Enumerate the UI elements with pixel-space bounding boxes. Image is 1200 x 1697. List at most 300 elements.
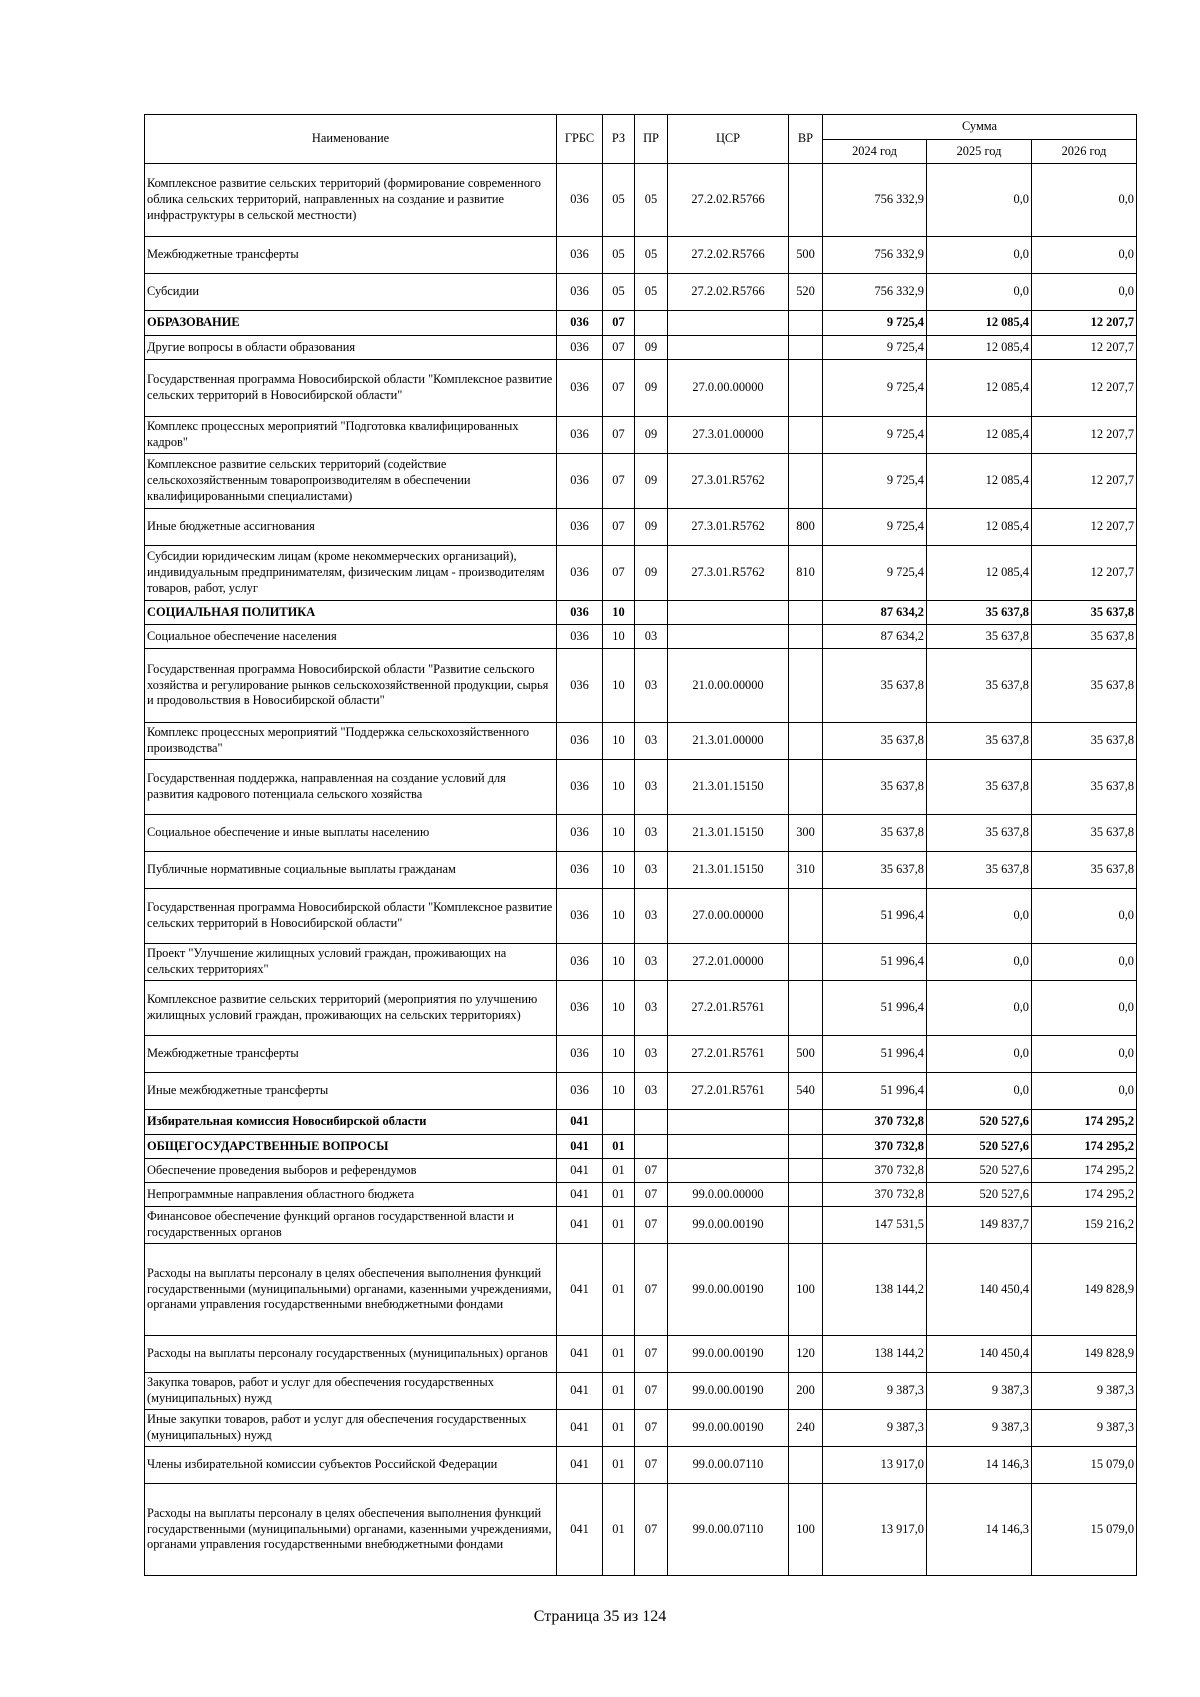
cell-rz: 01	[603, 1207, 635, 1244]
cell-rz: 10	[603, 625, 635, 649]
table-row	[145, 760, 1137, 815]
cell-csr: 99.0.00.07110	[668, 1484, 789, 1576]
cell-pr: 09	[635, 454, 668, 509]
cell-vr	[789, 336, 823, 360]
cell-pr: 07	[635, 1373, 668, 1410]
cell-name: Другие вопросы в области образования	[145, 336, 557, 360]
cell-s2024: 370 732,8	[823, 1110, 927, 1135]
header-pr: ПР	[635, 115, 668, 164]
cell-s2025: 520 527,6	[927, 1110, 1032, 1135]
table-row	[145, 509, 1137, 546]
cell-rz: 10	[603, 1036, 635, 1073]
table-row	[145, 889, 1137, 944]
table-row	[145, 417, 1137, 454]
cell-s2026: 35 637,8	[1032, 852, 1137, 889]
cell-grbs: 036	[557, 625, 603, 649]
cell-pr: 03	[635, 944, 668, 981]
cell-s2024: 370 732,8	[823, 1159, 927, 1183]
cell-grbs: 036	[557, 311, 603, 336]
cell-vr	[789, 601, 823, 625]
cell-pr: 07	[635, 1207, 668, 1244]
cell-rz: 07	[603, 311, 635, 336]
cell-csr: 27.2.01.00000	[668, 944, 789, 981]
cell-s2026: 159 216,2	[1032, 1207, 1137, 1244]
cell-s2026: 0,0	[1032, 1036, 1137, 1073]
cell-grbs: 041	[557, 1244, 603, 1336]
cell-csr: 99.0.00.00190	[668, 1410, 789, 1447]
cell-s2024: 756 332,9	[823, 237, 927, 274]
table-header	[145, 115, 1137, 164]
cell-s2024: 9 725,4	[823, 417, 927, 454]
cell-grbs: 036	[557, 336, 603, 360]
cell-rz: 01	[603, 1244, 635, 1336]
cell-csr: 21.3.01.15150	[668, 815, 789, 852]
cell-s2026: 0,0	[1032, 981, 1137, 1036]
cell-s2025: 0,0	[927, 164, 1032, 237]
cell-name: ОБЩЕГОСУДАРСТВЕННЫЕ ВОПРОСЫ	[145, 1135, 557, 1159]
cell-s2025: 12 085,4	[927, 509, 1032, 546]
cell-grbs: 036	[557, 509, 603, 546]
cell-pr: 03	[635, 981, 668, 1036]
table-row	[145, 360, 1137, 417]
cell-rz: 05	[603, 237, 635, 274]
cell-pr: 03	[635, 852, 668, 889]
cell-s2026: 0,0	[1032, 1073, 1137, 1110]
cell-name: Иные закупки товаров, работ и услуг для обеспечения государственных (муниципальных) нужд	[145, 1410, 557, 1447]
cell-s2024: 9 725,4	[823, 311, 927, 336]
cell-name: Субсидии	[145, 274, 557, 311]
cell-s2025: 520 527,6	[927, 1183, 1032, 1207]
cell-name: Государственная программа Новосибирской области "Комплексное развитие сельских территорий в Новосибирской области"	[145, 360, 557, 417]
cell-s2026: 15 079,0	[1032, 1484, 1137, 1576]
cell-s2024: 35 637,8	[823, 649, 927, 723]
table-row	[145, 237, 1137, 274]
cell-grbs: 036	[557, 454, 603, 509]
cell-rz: 01	[603, 1135, 635, 1159]
cell-name: Государственная поддержка, направленная на создание условий для развития кадрового потенциала сельского хозяйства	[145, 760, 557, 815]
cell-vr	[789, 944, 823, 981]
cell-pr: 09	[635, 360, 668, 417]
cell-vr: 300	[789, 815, 823, 852]
cell-s2025: 35 637,8	[927, 815, 1032, 852]
cell-s2026: 0,0	[1032, 889, 1137, 944]
header-grbs: ГРБС	[557, 115, 603, 164]
cell-grbs: 036	[557, 723, 603, 760]
table-row	[145, 274, 1137, 311]
cell-pr	[635, 1110, 668, 1135]
table-row	[145, 336, 1137, 360]
cell-s2025: 35 637,8	[927, 601, 1032, 625]
cell-s2024: 51 996,4	[823, 1073, 927, 1110]
cell-vr	[789, 760, 823, 815]
cell-vr: 100	[789, 1244, 823, 1336]
cell-s2024: 9 725,4	[823, 509, 927, 546]
cell-pr: 05	[635, 237, 668, 274]
cell-name: Расходы на выплаты персоналу в целях обеспечения выполнения функций государственными (муниципальными) органами, казенными учреждениями, органами управления государственными внебюджетными фондами	[145, 1244, 557, 1336]
table-row	[145, 723, 1137, 760]
cell-s2026: 35 637,8	[1032, 601, 1137, 625]
cell-rz: 05	[603, 274, 635, 311]
cell-s2025: 12 085,4	[927, 454, 1032, 509]
cell-s2025: 12 085,4	[927, 546, 1032, 601]
cell-s2025: 14 146,3	[927, 1447, 1032, 1484]
table-row	[145, 311, 1137, 336]
cell-vr	[789, 360, 823, 417]
cell-grbs: 041	[557, 1110, 603, 1135]
cell-csr: 27.2.02.R5766	[668, 237, 789, 274]
cell-s2025: 0,0	[927, 1073, 1032, 1110]
header-2024: 2024 год	[823, 140, 927, 164]
cell-csr: 27.3.01.R5762	[668, 546, 789, 601]
cell-s2026: 9 387,3	[1032, 1410, 1137, 1447]
page-footer: Страница 35 из 124	[533, 1608, 667, 1625]
cell-s2026: 12 207,7	[1032, 360, 1137, 417]
header-rz: РЗ	[603, 115, 635, 164]
table-row	[145, 1484, 1137, 1576]
cell-name: Субсидии юридическим лицам (кроме некоммерческих организаций), индивидуальным предпринимателям, физическим лицам - производителям товаров, работ, услуг	[145, 546, 557, 601]
cell-vr	[789, 1110, 823, 1135]
cell-name: Комплексное развитие сельских территорий (содействие сельскохозяйственным товаропроизводителям в обеспечении квалифицированными специалистами)	[145, 454, 557, 509]
cell-s2024: 138 144,2	[823, 1244, 927, 1336]
cell-csr: 99.0.00.07110	[668, 1447, 789, 1484]
cell-s2025: 35 637,8	[927, 649, 1032, 723]
cell-csr: 99.0.00.00000	[668, 1183, 789, 1207]
cell-vr	[789, 1447, 823, 1484]
cell-s2025: 12 085,4	[927, 336, 1032, 360]
cell-name: ОБРАЗОВАНИЕ	[145, 311, 557, 336]
cell-pr: 03	[635, 760, 668, 815]
cell-rz: 10	[603, 815, 635, 852]
cell-rz: 10	[603, 889, 635, 944]
cell-grbs: 036	[557, 360, 603, 417]
budget-table-sheet	[144, 114, 1136, 1576]
cell-s2025: 12 085,4	[927, 311, 1032, 336]
cell-s2024: 35 637,8	[823, 852, 927, 889]
cell-pr	[635, 1135, 668, 1159]
cell-grbs: 036	[557, 815, 603, 852]
cell-name: Социальное обеспечение населения	[145, 625, 557, 649]
cell-grbs: 041	[557, 1373, 603, 1410]
cell-grbs: 036	[557, 601, 603, 625]
cell-s2026: 0,0	[1032, 237, 1137, 274]
cell-pr: 07	[635, 1484, 668, 1576]
cell-pr: 07	[635, 1336, 668, 1373]
cell-grbs: 036	[557, 164, 603, 237]
cell-csr	[668, 601, 789, 625]
table-row	[145, 1410, 1137, 1447]
cell-rz: 07	[603, 360, 635, 417]
cell-rz: 07	[603, 336, 635, 360]
cell-s2025: 35 637,8	[927, 625, 1032, 649]
cell-name: Государственная программа Новосибирской области "Комплексное развитие сельских территорий в Новосибирской области"	[145, 889, 557, 944]
cell-s2024: 35 637,8	[823, 760, 927, 815]
cell-vr	[789, 454, 823, 509]
cell-s2026: 35 637,8	[1032, 723, 1137, 760]
cell-s2025: 140 450,4	[927, 1244, 1032, 1336]
header-vr: ВР	[789, 115, 823, 164]
cell-vr: 240	[789, 1410, 823, 1447]
table-row	[145, 164, 1137, 237]
cell-csr: 27.3.01.R5762	[668, 509, 789, 546]
cell-vr	[789, 1207, 823, 1244]
cell-csr	[668, 311, 789, 336]
cell-vr	[789, 1159, 823, 1183]
cell-name: Закупка товаров, работ и услуг для обеспечения государственных (муниципальных) нужд	[145, 1373, 557, 1410]
table-row	[145, 1447, 1137, 1484]
cell-s2025: 9 387,3	[927, 1410, 1032, 1447]
cell-grbs: 036	[557, 1073, 603, 1110]
cell-name: Члены избирательной комиссии субъектов Российской Федерации	[145, 1447, 557, 1484]
cell-vr	[789, 889, 823, 944]
cell-grbs: 036	[557, 944, 603, 981]
cell-s2026: 174 295,2	[1032, 1183, 1137, 1207]
cell-name: Финансовое обеспечение функций органов государственной власти и государственных органов	[145, 1207, 557, 1244]
cell-rz: 01	[603, 1183, 635, 1207]
cell-s2026: 9 387,3	[1032, 1373, 1137, 1410]
cell-pr: 05	[635, 274, 668, 311]
cell-rz: 01	[603, 1447, 635, 1484]
cell-grbs: 036	[557, 417, 603, 454]
cell-s2024: 51 996,4	[823, 944, 927, 981]
table-body	[145, 164, 1137, 1576]
cell-pr: 05	[635, 164, 668, 237]
cell-s2026: 35 637,8	[1032, 625, 1137, 649]
cell-vr	[789, 164, 823, 237]
cell-csr: 27.2.01.R5761	[668, 981, 789, 1036]
cell-s2026: 12 207,7	[1032, 454, 1137, 509]
cell-csr	[668, 1110, 789, 1135]
cell-name: Иные межбюджетные трансферты	[145, 1073, 557, 1110]
table-row	[145, 1373, 1137, 1410]
cell-vr	[789, 417, 823, 454]
header-name: Наименование	[145, 115, 557, 164]
cell-pr: 09	[635, 336, 668, 360]
cell-name: Межбюджетные трансферты	[145, 237, 557, 274]
cell-csr: 27.2.02.R5766	[668, 164, 789, 237]
cell-s2025: 0,0	[927, 237, 1032, 274]
cell-csr: 21.3.01.00000	[668, 723, 789, 760]
cell-name: Непрограммные направления областного бюджета	[145, 1183, 557, 1207]
cell-grbs: 036	[557, 852, 603, 889]
cell-vr: 500	[789, 1036, 823, 1073]
cell-vr: 310	[789, 852, 823, 889]
cell-csr	[668, 1135, 789, 1159]
cell-s2024: 9 725,4	[823, 454, 927, 509]
cell-name: Комплексное развитие сельских территорий (мероприятия по улучшению жилищных условий граждан, проживающих на сельских территориях)	[145, 981, 557, 1036]
cell-name: Проект "Улучшение жилищных условий граждан, проживающих на сельских территориях"	[145, 944, 557, 981]
cell-s2024: 9 725,4	[823, 336, 927, 360]
cell-csr: 27.2.01.R5761	[668, 1073, 789, 1110]
cell-s2026: 0,0	[1032, 164, 1137, 237]
cell-pr: 09	[635, 417, 668, 454]
cell-pr: 09	[635, 509, 668, 546]
cell-vr: 520	[789, 274, 823, 311]
cell-vr: 800	[789, 509, 823, 546]
cell-s2024: 87 634,2	[823, 625, 927, 649]
cell-grbs: 041	[557, 1159, 603, 1183]
cell-name: Комплексное развитие сельских территорий (формирование современного облика сельских территорий, направленных на создание и развитие инфраструктуры в сельской местности)	[145, 164, 557, 237]
cell-pr: 03	[635, 815, 668, 852]
cell-rz	[603, 1110, 635, 1135]
cell-grbs: 041	[557, 1410, 603, 1447]
cell-s2026: 0,0	[1032, 944, 1137, 981]
cell-name: СОЦИАЛЬНАЯ ПОЛИТИКА	[145, 601, 557, 625]
cell-rz: 07	[603, 454, 635, 509]
cell-name: Публичные нормативные социальные выплаты гражданам	[145, 852, 557, 889]
cell-s2026: 12 207,7	[1032, 336, 1137, 360]
cell-rz: 10	[603, 601, 635, 625]
cell-s2025: 520 527,6	[927, 1159, 1032, 1183]
cell-rz: 10	[603, 852, 635, 889]
cell-s2024: 138 144,2	[823, 1336, 927, 1373]
budget-table	[144, 114, 1137, 1576]
cell-rz: 10	[603, 649, 635, 723]
cell-csr	[668, 336, 789, 360]
cell-name: Социальное обеспечение и иные выплаты населению	[145, 815, 557, 852]
table-row	[145, 852, 1137, 889]
cell-csr: 27.2.02.R5766	[668, 274, 789, 311]
cell-csr: 99.0.00.00190	[668, 1373, 789, 1410]
cell-pr: 07	[635, 1410, 668, 1447]
cell-rz: 01	[603, 1159, 635, 1183]
cell-s2025: 0,0	[927, 944, 1032, 981]
cell-name: Комплекс процессных мероприятий "Подготовка квалифицированных кадров"	[145, 417, 557, 454]
cell-s2026: 149 828,9	[1032, 1244, 1137, 1336]
cell-csr: 27.3.01.R5762	[668, 454, 789, 509]
cell-rz: 07	[603, 546, 635, 601]
cell-s2026: 174 295,2	[1032, 1135, 1137, 1159]
table-row	[145, 546, 1137, 601]
cell-s2025: 9 387,3	[927, 1373, 1032, 1410]
cell-rz: 05	[603, 164, 635, 237]
cell-s2024: 51 996,4	[823, 1036, 927, 1073]
cell-pr	[635, 311, 668, 336]
cell-name: Межбюджетные трансферты	[145, 1036, 557, 1073]
cell-vr	[789, 649, 823, 723]
cell-s2025: 35 637,8	[927, 723, 1032, 760]
cell-rz: 10	[603, 944, 635, 981]
cell-csr	[668, 1159, 789, 1183]
cell-s2024: 13 917,0	[823, 1484, 927, 1576]
cell-csr: 27.0.00.00000	[668, 889, 789, 944]
cell-csr: 27.3.01.00000	[668, 417, 789, 454]
cell-pr	[635, 601, 668, 625]
cell-vr: 120	[789, 1336, 823, 1373]
cell-s2026: 35 637,8	[1032, 815, 1137, 852]
table-row	[145, 601, 1137, 625]
cell-s2025: 14 146,3	[927, 1484, 1032, 1576]
table-row	[145, 1073, 1137, 1110]
header-2026: 2026 год	[1032, 140, 1137, 164]
table-row	[145, 454, 1137, 509]
header-csr: ЦСР	[668, 115, 789, 164]
cell-vr	[789, 311, 823, 336]
cell-grbs: 036	[557, 1036, 603, 1073]
cell-s2025: 520 527,6	[927, 1135, 1032, 1159]
cell-grbs: 036	[557, 649, 603, 723]
cell-s2024: 51 996,4	[823, 889, 927, 944]
cell-csr	[668, 625, 789, 649]
cell-csr: 99.0.00.00190	[668, 1244, 789, 1336]
cell-rz: 01	[603, 1373, 635, 1410]
cell-pr: 07	[635, 1447, 668, 1484]
cell-s2025: 12 085,4	[927, 360, 1032, 417]
cell-rz: 10	[603, 760, 635, 815]
table-row	[145, 981, 1137, 1036]
cell-grbs: 041	[557, 1336, 603, 1373]
cell-s2026: 149 828,9	[1032, 1336, 1137, 1373]
cell-s2024: 370 732,8	[823, 1135, 927, 1159]
cell-s2025: 149 837,7	[927, 1207, 1032, 1244]
cell-s2025: 35 637,8	[927, 760, 1032, 815]
cell-s2025: 0,0	[927, 889, 1032, 944]
cell-rz: 10	[603, 1073, 635, 1110]
cell-s2026: 12 207,7	[1032, 546, 1137, 601]
table-row	[145, 815, 1137, 852]
cell-s2026: 35 637,8	[1032, 649, 1137, 723]
cell-s2024: 35 637,8	[823, 815, 927, 852]
cell-s2024: 756 332,9	[823, 164, 927, 237]
cell-pr: 03	[635, 1036, 668, 1073]
cell-vr: 200	[789, 1373, 823, 1410]
cell-s2024: 756 332,9	[823, 274, 927, 311]
cell-grbs: 036	[557, 237, 603, 274]
cell-vr	[789, 723, 823, 760]
cell-s2026: 174 295,2	[1032, 1159, 1137, 1183]
cell-csr: 27.2.01.R5761	[668, 1036, 789, 1073]
cell-csr: 99.0.00.00190	[668, 1207, 789, 1244]
cell-name: Расходы на выплаты персоналу в целях обеспечения выполнения функций государственными (муниципальными) органами, казенными учреждениями, органами управления государственными внебюджетными фондами	[145, 1484, 557, 1576]
cell-pr: 03	[635, 889, 668, 944]
cell-pr: 03	[635, 625, 668, 649]
cell-vr: 100	[789, 1484, 823, 1576]
cell-pr: 09	[635, 546, 668, 601]
cell-s2026: 12 207,7	[1032, 311, 1137, 336]
cell-grbs: 041	[557, 1447, 603, 1484]
cell-rz: 10	[603, 723, 635, 760]
cell-grbs: 041	[557, 1183, 603, 1207]
table-row	[145, 625, 1137, 649]
table-row	[145, 1336, 1137, 1373]
cell-grbs: 041	[557, 1135, 603, 1159]
cell-s2024: 9 387,3	[823, 1373, 927, 1410]
cell-pr: 03	[635, 723, 668, 760]
cell-name: Государственная программа Новосибирской области "Развитие сельского хозяйства и регулирование рынков сельскохозяйственной продукции, сырья и продовольствия в Новосибирской области"	[145, 649, 557, 723]
cell-s2026: 35 637,8	[1032, 760, 1137, 815]
cell-grbs: 036	[557, 760, 603, 815]
cell-rz: 10	[603, 981, 635, 1036]
cell-s2026: 15 079,0	[1032, 1447, 1137, 1484]
header-sum: Сумма	[823, 115, 1137, 140]
cell-s2025: 0,0	[927, 274, 1032, 311]
cell-s2025: 0,0	[927, 981, 1032, 1036]
table-row	[145, 1183, 1137, 1207]
cell-s2026: 0,0	[1032, 274, 1137, 311]
cell-csr: 21.3.01.15150	[668, 760, 789, 815]
table-row	[145, 1244, 1137, 1336]
cell-vr	[789, 1135, 823, 1159]
cell-s2026: 12 207,7	[1032, 417, 1137, 454]
table-row	[145, 1110, 1137, 1135]
cell-rz: 07	[603, 509, 635, 546]
cell-s2024: 51 996,4	[823, 981, 927, 1036]
cell-s2024: 9 725,4	[823, 546, 927, 601]
cell-grbs: 036	[557, 981, 603, 1036]
cell-vr	[789, 981, 823, 1036]
cell-csr: 21.3.01.15150	[668, 852, 789, 889]
cell-name: Избирательная комиссия Новосибирской области	[145, 1110, 557, 1135]
table-row	[145, 1159, 1137, 1183]
